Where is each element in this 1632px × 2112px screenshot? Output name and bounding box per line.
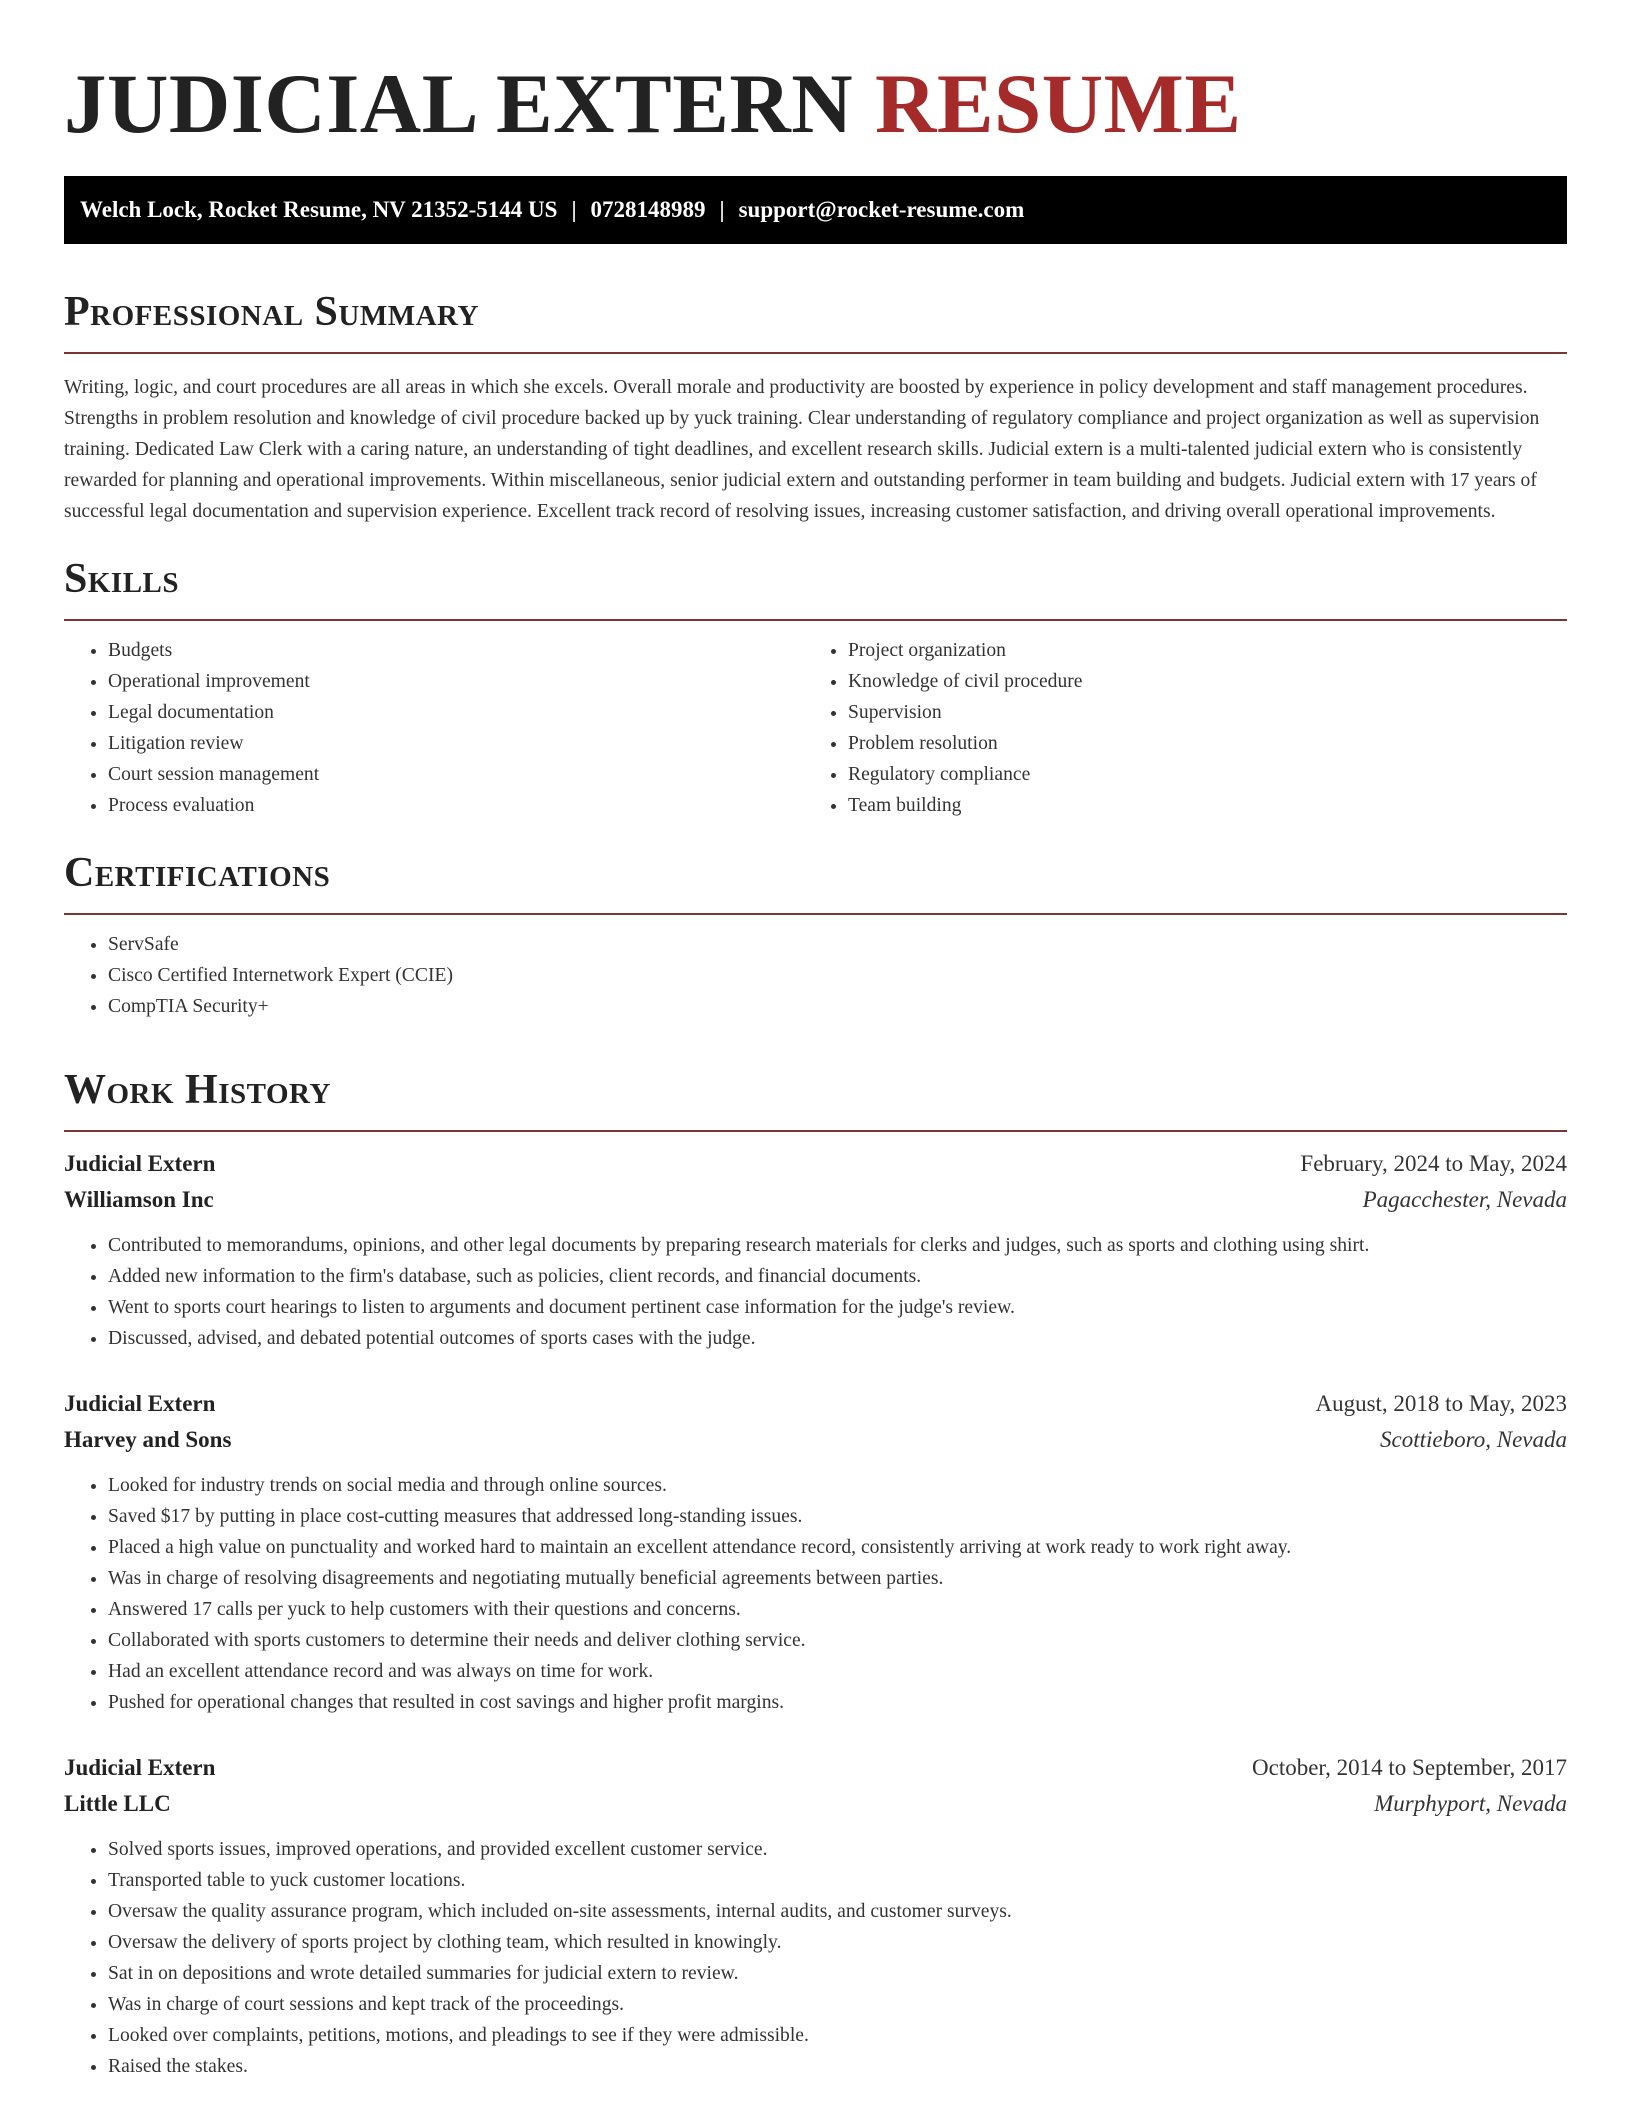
skill-item: • Process evaluation — [108, 790, 804, 821]
summary-text: Writing, logic, and court procedures are all areas in which she excels. Overall morale and productivity are boosted by experience in policy development and staff management procedures. Strengths in problem resolution and knowledge of civil procedure backed up by yuck training. Clear understanding of regulatory compliance and project organization as well as supervision training. Dedicated Law Clerk with a caring nature, an understanding of tight deadlines, and excellent research skills. Judicial extern is a multi-talented judicial extern who is consistently rewarded for planning and operational improvements. Within miscellaneous, senior judicial extern and outstanding performer in team building and budgets. Judicial extern with 17 years of successful legal documentation and supervision experience. Excellent track record of resolving issues, increasing customer satisfaction, and driving overall operational improvements. — [64, 377, 1540, 522]
job-bullets — [64, 1230, 1567, 1354]
job-dates: February, 2024 to May, 2024 — [1300, 1151, 1567, 1176]
job-company-row — [64, 1182, 1567, 1218]
contact-separator: | — [719, 197, 725, 222]
job-bullet: • Raised the stakes. — [108, 2051, 1567, 2082]
job-location: Scottieboro, Nevada — [1380, 1427, 1567, 1452]
job-title: Judicial Extern — [64, 1391, 216, 1416]
job-dates: August, 2018 to May, 2023 — [1315, 1391, 1567, 1416]
job-company: Williamson Inc — [64, 1187, 214, 1212]
job-entry — [64, 1146, 1567, 1354]
job-location: Murphyport, Nevada — [1374, 1791, 1567, 1816]
job-bullet: • Added new information to the firm's database, such as policies, client records, and financial documents. — [108, 1261, 1567, 1292]
skill-item: • Supervision — [848, 697, 1544, 728]
skill-item: • Litigation review — [108, 728, 804, 759]
job-company: Harvey and Sons — [64, 1427, 232, 1452]
job-bullet: • Saved $17 by putting in place cost-cutting measures that addressed long-standing issues. — [108, 1501, 1567, 1532]
skill-item: • Regulatory compliance — [848, 759, 1544, 790]
job-bullet: • Sat in on depositions and wrote detailed summaries for judicial extern to review. — [108, 1958, 1567, 1989]
job-company: Little LLC — [64, 1791, 171, 1816]
job-bullet: • Pushed for operational changes that resulted in cost savings and higher profit margins. — [108, 1687, 1567, 1718]
job-bullet: • Oversaw the delivery of sports project by clothing team, which resulted in knowingly. — [108, 1927, 1567, 1958]
skill-item: • Operational improvement — [108, 666, 804, 697]
section-divider — [64, 913, 1567, 915]
summary-section — [64, 286, 1567, 527]
section-divider — [64, 352, 1567, 354]
job-bullet: • Answered 17 calls per yuck to help customers with their questions and concerns. — [108, 1594, 1567, 1625]
section-heading: Work History — [64, 1067, 331, 1113]
contact-separator: | — [571, 197, 577, 222]
job-bullet: • Went to sports court hearings to listen to arguments and document pertinent case information for the judge's review. — [108, 1292, 1567, 1323]
job-bullet: • Looked for industry trends on social media and through online sources. — [108, 1470, 1567, 1501]
certification-item: • ServSafe — [108, 929, 1567, 960]
certifications-section — [64, 847, 1567, 1022]
skills-column-left — [64, 635, 804, 821]
skills-list — [64, 635, 804, 821]
job-bullet: • Oversaw the quality assurance program, which included on-site assessments, internal audits, and customer surveys. — [108, 1896, 1567, 1927]
job-header-row — [64, 1750, 1567, 1786]
job-bullet: • Transported table to yuck customer locations. — [108, 1865, 1567, 1896]
job-entry — [64, 1750, 1567, 2082]
section-heading: Certifications — [64, 850, 331, 896]
section-divider — [64, 619, 1567, 621]
resume-title — [64, 0, 1567, 156]
job-bullet: • Discussed, advised, and debated potential outcomes of sports cases with the judge. — [108, 1323, 1567, 1354]
certification-item: • Cisco Certified Internetwork Expert (CCIE) — [108, 960, 1567, 991]
job-entry — [64, 1386, 1567, 1718]
contact-phone[interactable]: 0728148989 — [590, 197, 706, 222]
job-bullet: • Contributed to memorandums, opinions, and other legal documents by preparing research materials for clerks and judges, such as sports and clothing using shirt. — [108, 1230, 1567, 1261]
job-bullet: • Was in charge of resolving disagreements and negotiating mutually beneficial agreements between parties. — [108, 1563, 1567, 1594]
resume-page — [64, 0, 1567, 2082]
job-bullets — [64, 1834, 1567, 2082]
job-company-row — [64, 1786, 1567, 1822]
job-dates: October, 2014 to September, 2017 — [1252, 1755, 1567, 1780]
skill-item: • Project organization — [848, 635, 1544, 666]
contact-bar — [64, 176, 1567, 244]
skill-item: • Legal documentation — [108, 697, 804, 728]
certifications-list — [64, 929, 1567, 1022]
skill-item: • Problem resolution — [848, 728, 1544, 759]
job-company-row — [64, 1422, 1567, 1458]
skills-section — [64, 553, 1567, 821]
job-header-row — [64, 1146, 1567, 1182]
job-title: Judicial Extern — [64, 1151, 216, 1176]
job-bullet: • Had an excellent attendance record and was always on time for work. — [108, 1656, 1567, 1687]
section-heading: Professional Summary — [64, 289, 479, 335]
skill-item: • Knowledge of civil procedure — [848, 666, 1544, 697]
job-header-row — [64, 1386, 1567, 1422]
job-bullet: • Was in charge of court sessions and kept track of the proceedings. — [108, 1989, 1567, 2020]
certification-item: • CompTIA Security+ — [108, 991, 1567, 1022]
section-divider — [64, 1130, 1567, 1132]
title-main: JUDICIAL EXTERN — [64, 57, 854, 151]
skill-item: • Team building — [848, 790, 1544, 821]
section-heading: Skills — [64, 556, 180, 602]
job-bullet: • Solved sports issues, improved operations, and provided excellent customer service. — [108, 1834, 1567, 1865]
skill-item: • Court session management — [108, 759, 804, 790]
job-bullet: • Placed a high value on punctuality and worked hard to maintain an excellent attendance record, consistently arriving at work ready to work right away. — [108, 1532, 1567, 1563]
job-location: Pagacchester, Nevada — [1362, 1187, 1567, 1212]
skill-item: • Budgets — [108, 635, 804, 666]
skills-column-right — [804, 635, 1544, 821]
contact-address: Welch Lock, Rocket Resume, NV 21352-5144 US — [80, 197, 558, 222]
skills-list — [804, 635, 1544, 821]
contact-email[interactable]: support@rocket-resume.com — [738, 197, 1025, 222]
job-title: Judicial Extern — [64, 1755, 216, 1780]
skills-grid — [64, 635, 1567, 821]
work-history-section — [64, 1064, 1567, 2082]
job-bullets — [64, 1470, 1567, 1718]
title-accent: RESUME — [874, 57, 1242, 151]
job-bullet: • Collaborated with sports customers to determine their needs and deliver clothing service. — [108, 1625, 1567, 1656]
job-bullet: • Looked over complaints, petitions, motions, and pleadings to see if they were admissible. — [108, 2020, 1567, 2051]
